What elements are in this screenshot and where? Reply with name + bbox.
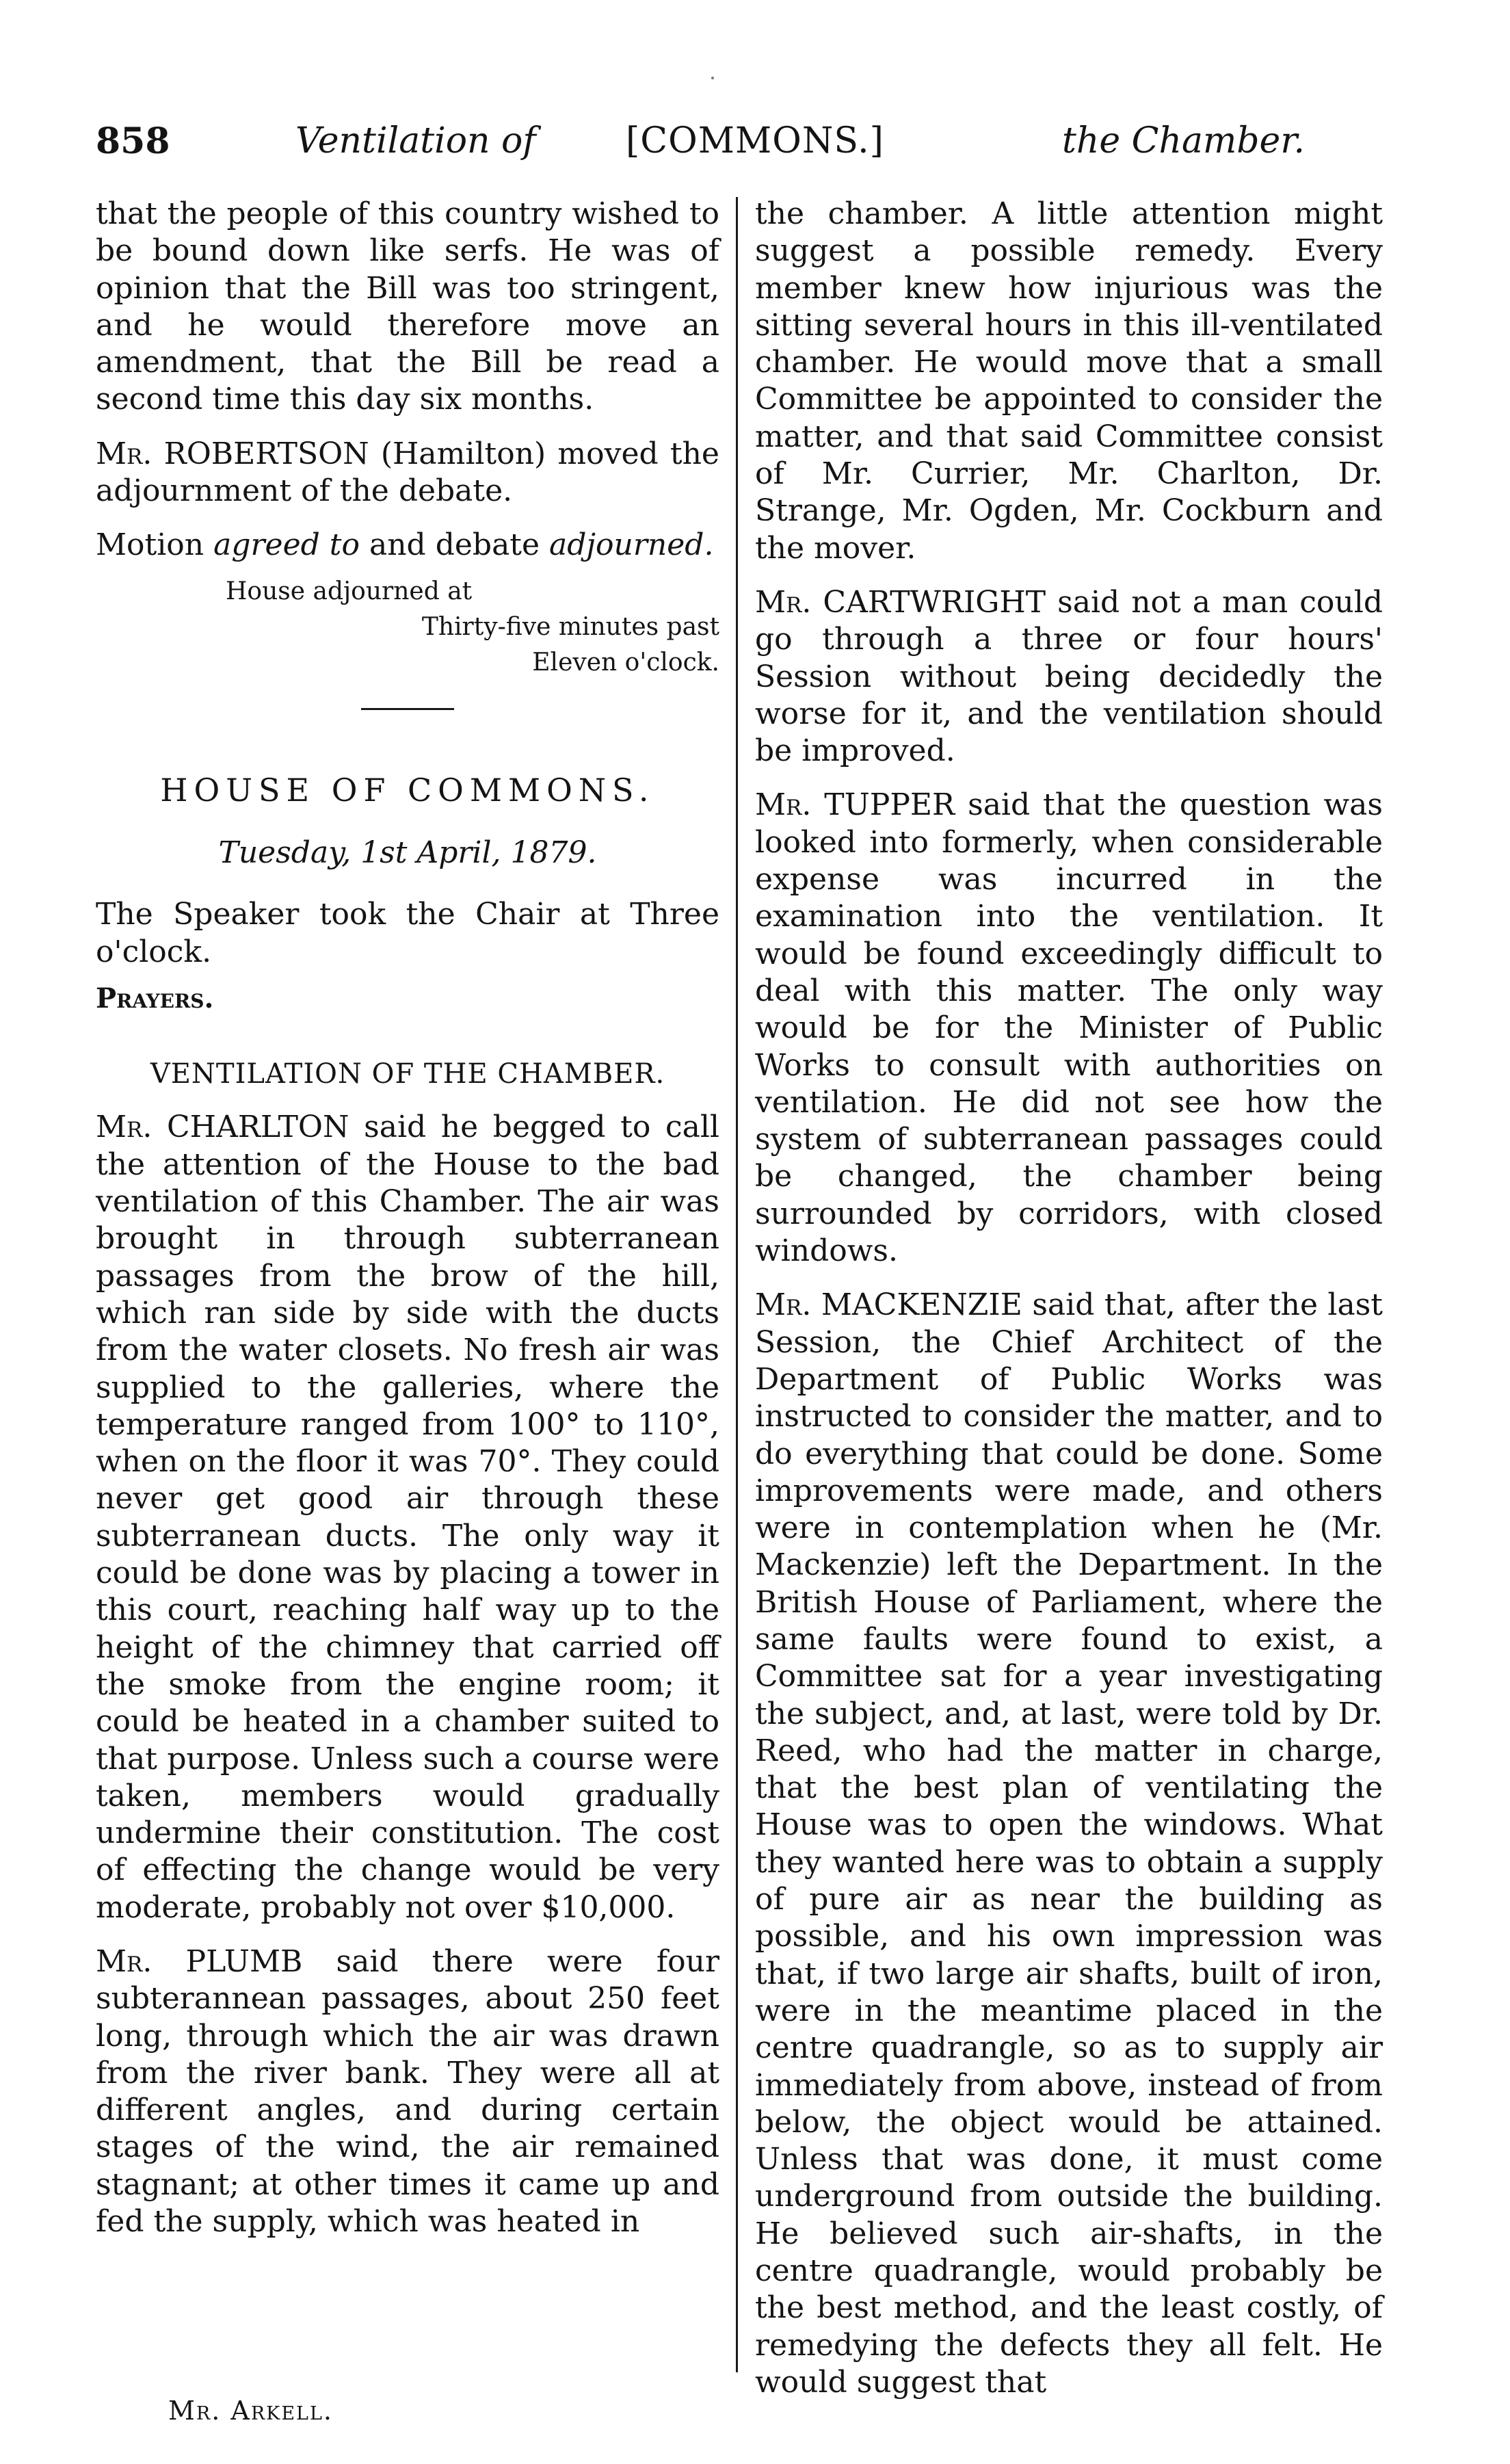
section-divider [361, 708, 454, 710]
header-chamber: [COMMONS.] [626, 120, 884, 161]
header-left-title: Ventilation of [295, 120, 536, 161]
running-header [96, 120, 1305, 168]
paragraph-tupper [755, 787, 1383, 1270]
motion-text: and debate [369, 527, 540, 563]
print-speck [711, 77, 714, 79]
header-right-title: the Chamber. [1061, 120, 1305, 161]
speaker-name: Mr. CARTWRIGHT [755, 584, 1046, 620]
paragraph-plumb [96, 1943, 719, 2240]
adjournment-line: Eleven o'clock. [532, 648, 719, 677]
paragraph-charlton [96, 1109, 719, 1926]
speech-text: said not a man could go through a three or four hours' Session without being decidedly the worse for it, and the ventilation should be improved. [755, 584, 1383, 769]
prayers-heading: Prayers. [96, 982, 214, 1014]
section-heading: VENTILATION OF THE CHAMBER. [150, 1058, 665, 1090]
paragraph-continued: the chamber. A little attention might suggest a possible remedy. Every member knew how injurious was the sitting several hours in this ill-ventilated chamber. He would move that a small Committee be appointed to consider the matter, and that said Committee consist of Mr. Currier, Mr. Charlton, Dr. Strange, Mr. Ogden, Mr. Cockburn and the mover. [755, 196, 1383, 566]
left-column [96, 196, 719, 2257]
adjournment-line: Thirty-five minutes past [421, 612, 719, 641]
speech-text: said he begged to call the attention of the House to the bad ventilation of this Chamber. The air was brought in through subterranean passages from the brow of the hill, which ran side by side with the ducts from the water closets. No fresh air was supplied to the galleries, where the temperature ranged from 100° to 110°, when on the floor it was 70°. They could never get good air through these subterranean ducts. The only way it could be done was by placing a tower in this court, reaching half way up to the height of the chimney that carried off the smoke from the engine room; it could be heated in a chamber suited to that purpose. Unless such a course were taken, members would gradually undermine their constitution. The cost of effecting the change would be very moderate, probably not over $10,000. [96, 1110, 719, 1925]
paragraph-speaker-chair: The Speaker took the Chair at Three o'clock. [96, 897, 719, 969]
speech-text: (Hamilton) moved the adjournment of the debate. [96, 436, 719, 509]
speaker-name: Mr. ROBERTSON [96, 436, 369, 471]
page-number: 858 [96, 120, 170, 162]
paragraph-continued: that the people of this country wished to be bound down like serfs. He was of opinion that the Bill was too stringent, and he would therefore move an amendment, that the Bill be read a second time this day six months. [96, 196, 719, 417]
speech-text: said that the question was looked into formerly, when considerable expense was incurred in the examination into the ventilation. It would be found exceedingly difficult to deal with this matter. The only way would be for the Minister of Public Works to consult with authorities on ventilation. He did not see how the system of subterranean passages could be changed, the chamber being surrounded by corridors, with closed windows. [755, 787, 1383, 1269]
catchword: Mr. Arkell. [168, 2396, 333, 2426]
speaker-name: Mr. PLUMB [96, 1943, 303, 1979]
paragraph-motion [96, 527, 719, 564]
motion-italic: agreed to [213, 527, 360, 563]
motion-italic: adjourned. [549, 527, 714, 563]
right-column [755, 196, 1383, 2418]
adjournment-line: House adjourned at [226, 577, 473, 605]
house-heading: HOUSE OF COMMONS. [160, 771, 655, 809]
speaker-name: Mr. MACKENZIE [755, 1287, 1022, 1323]
speaker-name: Mr. TUPPER [755, 787, 955, 823]
motion-text: Motion [96, 527, 204, 563]
sitting-date: Tuesday, 1st April, 1879. [218, 835, 597, 870]
speech-text: said there were four subterannean passages, about 250 feet long, through which the air was drawn from the river bank. They were all at different angles, and during certain stages of the wind, the air remained stagnant; at other times it came up and fed the supply, which was heated in [96, 1943, 719, 2240]
column-divider [736, 197, 738, 2372]
speaker-name: Mr. CHARLTON [96, 1110, 349, 1145]
paragraph-cartwright [755, 584, 1383, 770]
paragraph-robertson [96, 436, 719, 510]
paragraph-mackenzie [755, 1287, 1383, 2401]
speech-text: said that, after the last Session, the Chief Architect of the Department of Public Works was instructed to consider the matter, and to do everything that could be done. Some improvements were made, and others were in contemplation when he (Mr. Mackenzie) left the Department. In the British House of Parliament, where the same faults were found to exist, a Committee sat for a year investigating the subject, and, at last, were told by Dr. Reed, who had the matter in charge, that the best plan of ventilating the House was to open the windows. What they wanted here was to obtain a supply of pure air as near the building as possible, and his own impression was that, if two large air shafts, built of iron, were in the meantime placed in the centre quadrangle, so as to supply air immediately from above, instead of from below, the object would be attained. Unless that was done, it must come underground from outside the building. He believed such air-shafts, in the centre quadrangle, would probably be the best method, and the least costly, of remedying the defects they all felt. He would suggest that [755, 1287, 1383, 2400]
